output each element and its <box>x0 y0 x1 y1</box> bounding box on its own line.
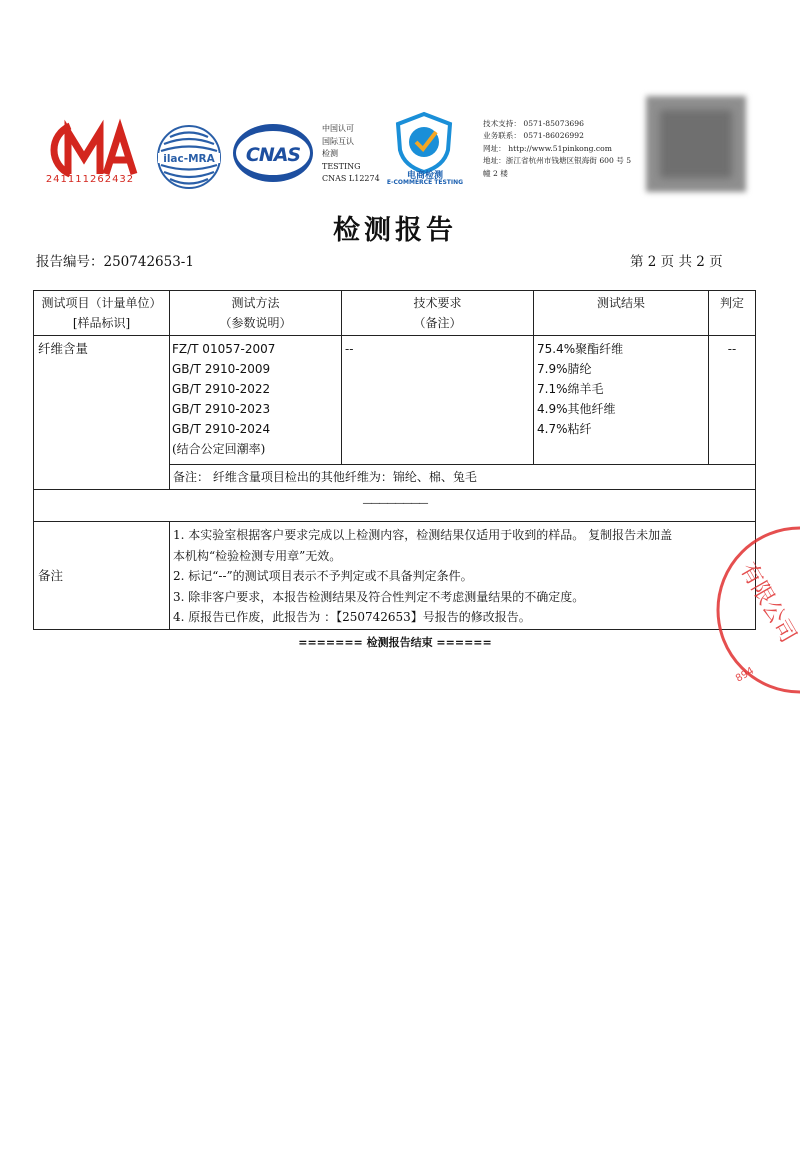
result: 7.1%绵羊毛 <box>537 382 604 396</box>
header-text: [样品标识] <box>72 316 131 330</box>
qr-code-inner <box>660 110 732 178</box>
cnas-text: CNAS <box>245 144 301 166</box>
seal-text: 有限公司 <box>734 558 800 648</box>
judgement: -- <box>727 341 737 356</box>
cert-line: CNAS L12274 <box>322 174 380 184</box>
test-methods <box>172 339 275 459</box>
cert-line: 检测 <box>322 149 338 159</box>
result: 4.9%其他纤维 <box>537 402 616 416</box>
method: FZ/T 01057-2007 <box>172 342 276 356</box>
method: GB/T 2910-2022 <box>172 382 271 396</box>
col-divider <box>708 291 709 464</box>
requirement: -- <box>345 341 354 356</box>
ilac-mra-logo <box>154 122 224 192</box>
result: 7.9%腈纶 <box>537 362 592 376</box>
business-contact: 业务联系： 0571-86026992 <box>483 131 584 141</box>
header-text: （备注） <box>413 316 462 330</box>
remark-item: 1. 本实验室根据客户要求完成以上检测内容，检测结果仅适用于收到的样品。 复制报告未加盖 <box>173 528 673 542</box>
cma-number: 241111262432 <box>45 174 135 185</box>
tech-support: 技术支持： 0571-85073696 <box>483 119 584 128</box>
seal-number: 894 <box>734 665 757 685</box>
row-divider <box>34 521 755 522</box>
row-divider <box>34 489 755 490</box>
cert-line: 国际互认 <box>322 136 354 146</box>
header-requirement <box>342 293 533 333</box>
remarks-list <box>173 525 672 628</box>
row-divider <box>34 335 755 336</box>
report-number: 报告编号：250742653-1 <box>36 254 194 270</box>
header-text: 测试方法 <box>231 296 280 310</box>
method: GB/T 2910-2024 <box>172 422 271 436</box>
result: 75.4%聚酯纤维 <box>537 342 624 356</box>
website: 网址： http://www.51pinkong.com <box>483 143 612 153</box>
test-results <box>537 339 623 439</box>
report-end: ======= 检测报告结束 ====== <box>298 636 492 649</box>
header-result: 测试结果 <box>596 296 645 310</box>
header-test-method <box>170 293 341 333</box>
address-line-1: 地址：浙江省杭州市钱塘区银海街 600 号 5 <box>483 156 632 166</box>
remark-item: 3. 除非客户要求，本报告检测结果及符合性判定不考虑测量结果的不确定度。 <box>173 589 585 604</box>
address-line-2: 幢 2 楼 <box>483 168 508 178</box>
ecommerce-logo-en: E-COMMERCE TESTING <box>386 179 464 186</box>
test-item: 纤维含量 <box>38 341 89 356</box>
page-title: 检测报告 <box>333 215 457 246</box>
header-text: 测试项目（计量单位） <box>41 296 162 310</box>
cnas-logo <box>230 122 316 184</box>
col-divider <box>169 521 170 630</box>
remark-item: 本机构“检验检测专用章”无效。 <box>173 548 342 563</box>
remark-item: 2. 标记“--”的测试项目表示不予判定或不具备判定条件。 <box>173 569 473 583</box>
method: (结合公定回潮率) <box>172 442 266 456</box>
seal-stamp <box>690 520 800 700</box>
row-divider <box>169 464 755 465</box>
remark-item: 4. 原报告已作废，此报告为 ：【250742653】号报告的修改报告。 <box>173 610 531 624</box>
page-number: 第 2 页 共 2 页 <box>630 254 723 270</box>
header-test-item <box>34 293 169 333</box>
col-divider <box>533 291 534 464</box>
ecommerce-logo-cn: 电商检测 <box>406 171 443 181</box>
header-text: （参数说明） <box>219 316 292 330</box>
remarks-label: 备注 <box>38 568 64 583</box>
cert-line: TESTING <box>322 161 361 171</box>
cert-line: 中国认可 <box>322 124 354 133</box>
accreditation-lines <box>322 123 380 186</box>
contact-info <box>483 118 631 180</box>
result: 4.7%粘纤 <box>537 422 592 436</box>
row-note: 备注： 纤维含量项目检出的其他纤维为：锦纶、棉、兔毛 <box>173 470 477 484</box>
ilac-text: ilac-MRA <box>163 153 215 165</box>
method: GB/T 2910-2009 <box>172 362 271 376</box>
results-table <box>33 290 756 630</box>
header-judgement: 判定 <box>719 296 744 310</box>
method: GB/T 2910-2023 <box>172 402 271 416</box>
divider-line: ———————— <box>362 498 427 509</box>
header-text: 技术要求 <box>413 296 462 310</box>
